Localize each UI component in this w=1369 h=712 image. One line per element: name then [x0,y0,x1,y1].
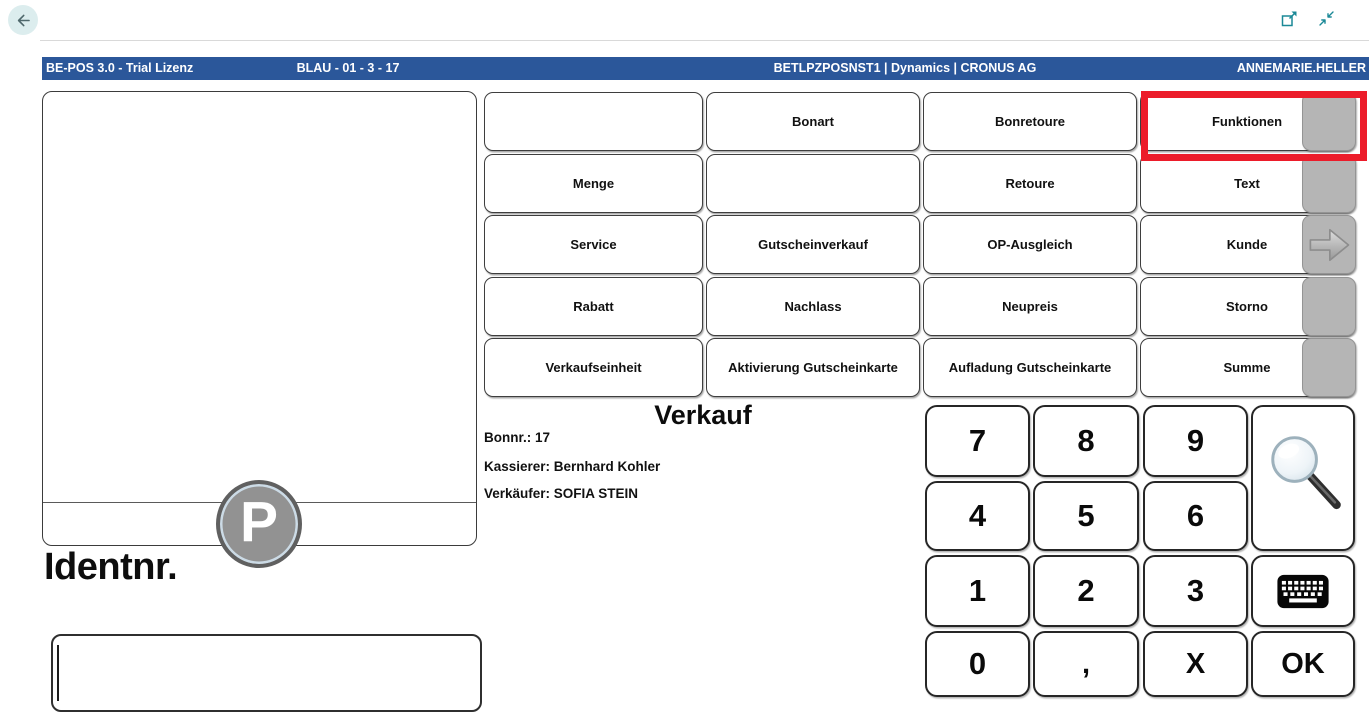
numpad-key-label: , [1081,647,1091,680]
numpad-key-3[interactable] [1143,555,1248,627]
collapse-window-icon[interactable] [1318,10,1335,27]
function-button-aufladung-gutscheinkarte[interactable] [923,338,1137,397]
numpad-key-5[interactable] [1033,481,1139,551]
numpad-key-9[interactable] [1143,405,1248,477]
pos-titlebar [42,57,1369,80]
entry-input[interactable] [51,634,482,712]
arrow-left-icon [15,12,32,29]
function-button-label: Menge [572,176,615,191]
function-button-label: Aufladung Gutscheinkarte [948,360,1112,375]
function-button-service[interactable] [484,215,703,274]
arrow-right-icon [1307,224,1351,266]
numpad-key-label: 0 [968,646,987,681]
function-button-bonart[interactable] [706,92,920,151]
numpad-key-label: 4 [968,498,987,533]
numpad-key-label: 2 [1077,573,1095,608]
numpad-key-4[interactable] [925,481,1030,551]
function-button-menge[interactable] [484,154,703,213]
grid-pager-button-2[interactable] [1302,154,1356,213]
function-button-label: Service [570,237,617,252]
numpad-key-8[interactable] [1033,405,1139,477]
function-button-label: Storno [1226,299,1268,314]
top-divider [40,40,1369,41]
receipt-list-panel [42,91,477,546]
function-button-label: Aktivierung Gutscheinkarte [728,360,898,375]
entry-label: Identnr. [44,546,178,588]
grid-pager-button-1[interactable] [1302,92,1356,151]
function-button-label: Summe [1223,360,1271,375]
numpad-ok-label: OK [1281,647,1325,680]
function-button-aktivierung-gutscheinkarte[interactable] [706,338,920,397]
grid-pager-button-3[interactable] [1302,215,1356,274]
numpad-key-label: 3 [1186,573,1205,608]
function-button-label: Verkaufseinheit [545,360,642,375]
receipt-info-line-2: Kassierer: Bernhard Kohler [484,459,661,474]
numpad-key-label: 5 [1077,498,1095,533]
numpad-search-button[interactable] [1251,405,1355,551]
function-button-label: Gutscheinverkauf [758,237,868,252]
numpad-key-label: 9 [1186,423,1205,458]
function-button-label: Bonretoure [994,114,1066,129]
function-button-label: Rabatt [573,299,614,314]
function-button-label: Nachlass [784,299,842,314]
numpad-key-label: X [1185,647,1206,680]
titlebar-environment: BETLPZPOSNST1 | Dynamics | CRONUS AG [773,61,1037,75]
numpad-key-label: 7 [968,423,987,458]
numpad-key-label: 6 [1186,498,1205,533]
function-button-rabatt[interactable] [484,277,703,336]
grid-pager-button-5[interactable] [1302,338,1356,397]
numpad-key-x[interactable] [1143,631,1248,697]
open-in-new-window-icon[interactable] [1281,10,1298,27]
numpad-ok-button[interactable] [1251,631,1355,697]
numpad-key-6[interactable] [1143,481,1248,551]
function-button-empty[interactable] [706,154,920,213]
function-button-neupreis[interactable] [923,277,1137,336]
receipt-info-line-3: Verkäufer: SOFIA STEIN [484,486,639,501]
function-button-label: Funktionen [1211,114,1283,129]
function-button-retoure[interactable] [923,154,1137,213]
grid-pager-button-4[interactable] [1302,277,1356,336]
receipt-info-line-1: Bonnr.: 17 [484,430,551,445]
titlebar-register-id: BLAU - 01 - 3 - 17 [296,61,400,75]
function-button-op-ausgleich[interactable] [923,215,1137,274]
numpad-key-comma[interactable] [1033,631,1139,697]
function-button-empty[interactable] [484,92,703,151]
function-button-label: OP-Ausgleich [987,237,1073,252]
titlebar-app-name: BE-POS 3.0 - Trial Lizenz [46,61,194,75]
back-button[interactable] [8,5,38,35]
function-button-label: Kunde [1226,237,1268,252]
function-button-gutscheinverkauf[interactable] [706,215,920,274]
function-button-label: Neupreis [1002,299,1058,314]
text-caret [57,645,59,701]
numpad-key-0[interactable] [925,631,1030,697]
logo-letter: P [239,489,279,554]
function-button-label: Text [1234,176,1260,191]
numpad-keyboard-button[interactable] [1251,555,1355,627]
function-button-nachlass[interactable] [706,277,920,336]
titlebar-user: ANNEMARIE.HELLER [1236,61,1366,75]
numpad-key-1[interactable] [925,555,1030,627]
keyboard-icon [1277,574,1329,609]
function-button-label: Bonart [792,114,834,129]
numpad-key-label: 1 [968,573,987,608]
numpad-key-2[interactable] [1033,555,1139,627]
numpad-key-label: 8 [1077,423,1095,458]
pos-logo-badge [216,480,302,568]
numpad-key-7[interactable] [925,405,1030,477]
receipt-title: Verkauf [654,400,752,430]
function-button-label: Retoure [1005,176,1055,191]
function-button-bonretoure[interactable] [923,92,1137,151]
function-button-verkaufseinheit[interactable] [484,338,703,397]
magnifier-icon [1261,426,1345,530]
